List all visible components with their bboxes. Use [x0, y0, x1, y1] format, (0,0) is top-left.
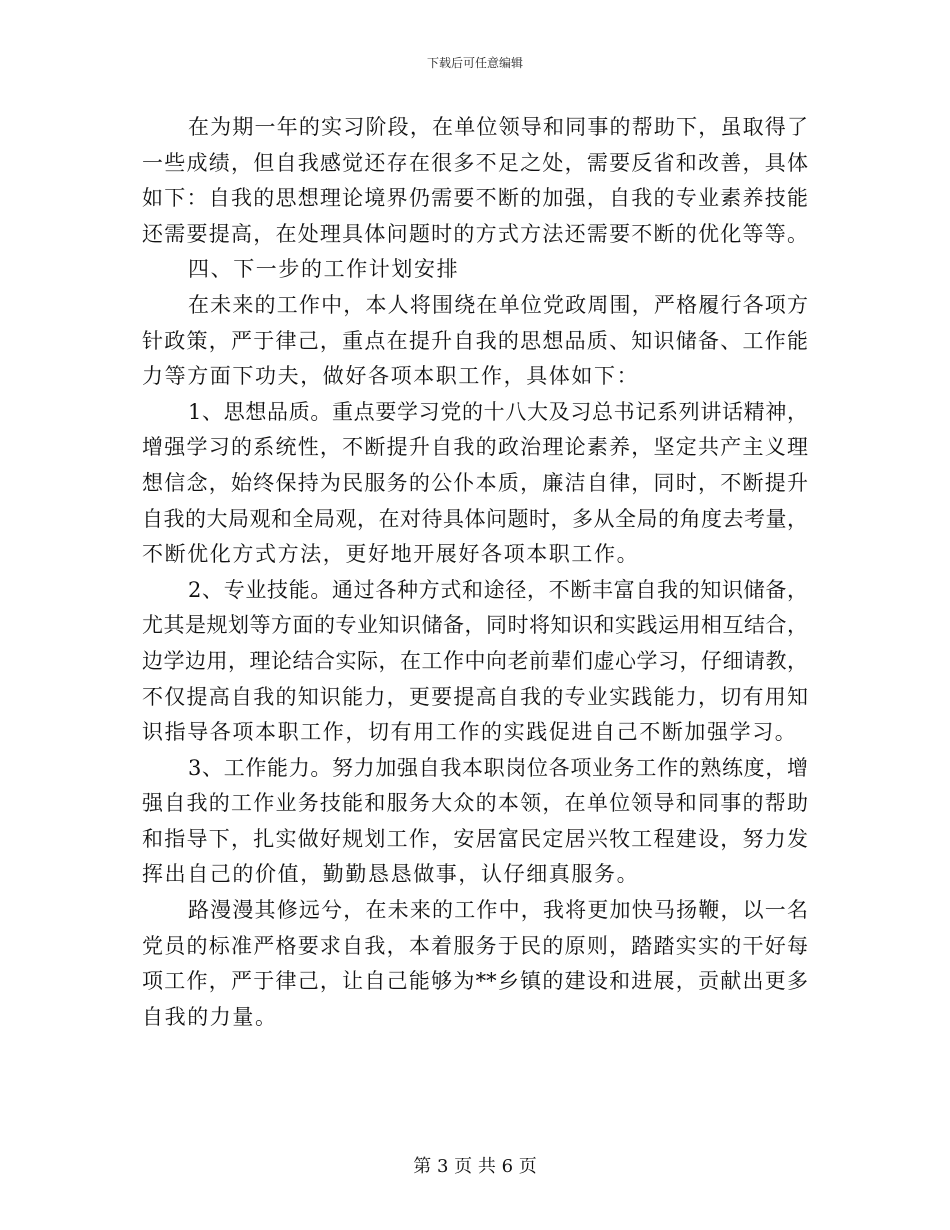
paragraph-line: 针政策，严于律己，重点在提升自我的思想品质、知识储备、工作能 — [142, 328, 808, 353]
page-number: 第 3 页 共 6 页 — [413, 1156, 537, 1177]
paragraph-line: 自我的大局观和全局观，在对待具体问题时，多从全局的角度去考量， — [142, 506, 808, 531]
paragraph-line: 力等方面下功夫，做好各项本职工作，具体如下： — [142, 364, 640, 389]
paragraph-line: 2、专业技能。通过各种方式和途径，不断丰富自我的知识储备， — [188, 577, 808, 602]
paragraph-line: 尤其是规划等方面的专业知识储备，同时将知识和实践运用相互结合， — [142, 613, 808, 638]
paragraph-line: 不断优化方式方法，更好地开展好各项本职工作。 — [142, 542, 640, 567]
header-note: 下载后可任意编辑 — [426, 56, 523, 70]
document-body — [142, 110, 808, 1035]
paragraph-line: 自我的力量。 — [142, 1004, 278, 1029]
paragraph-line: 一些成绩，但自我感觉还存在很多不足之处，需要反省和改善，具体 — [142, 150, 808, 175]
paragraph-line: 路漫漫其修远兮，在未来的工作中，我将更加快马扬鞭，以一名 — [188, 898, 808, 923]
paragraph-line: 项工作，严于律己，让自己能够为**乡镇的建设和进展，贡献出更多 — [142, 969, 808, 994]
section-heading: 四、下一步的工作计划安排 — [188, 257, 460, 282]
paragraph-line: 想信念，始终保持为民服务的公仆本质，廉洁自律，同时，不断提升 — [142, 470, 808, 495]
paragraph-line: 增强学习的系统性，不断提升自我的政治理论素养，坚定共产主义理 — [142, 435, 808, 460]
paragraph-line: 1、思想品质。重点要学习党的十八大及习总书记系列讲话精神， — [188, 399, 808, 424]
paragraph-line: 识指导各项本职工作，切有用工作的实践促进自己不断加强学习。 — [142, 720, 798, 745]
paragraph-line: 挥出自己的价值，勤勤恳恳做事，认仔细真服务。 — [142, 862, 640, 887]
paragraph-line: 和指导下，扎实做好规划工作，安居富民定居兴牧工程建设，努力发 — [142, 826, 808, 851]
paragraph-line: 在未来的工作中，本人将围绕在单位党政周围，严格履行各项方 — [188, 292, 808, 317]
paragraph-line: 在为期一年的实习阶段，在单位领导和同事的帮助下，虽取得了 — [188, 115, 808, 139]
paragraph-line: 强自我的工作业务技能和服务大众的本领，在单位领导和同事的帮助 — [142, 791, 808, 816]
paragraph-line: 不仅提高自我的知识能力，更要提高自我的专业实践能力，切有用知 — [142, 684, 808, 709]
paragraph-line: 边学边用，理论结合实际，在工作中向老前辈们虚心学习，仔细请教， — [142, 648, 808, 673]
paragraph-line: 还需要提高，在处理具体问题时的方式方法还需要不断的优化等等。 — [142, 221, 808, 246]
paragraph-line: 如下：自我的思想理论境界仍需要不断的加强，自我的专业素养技能 — [142, 186, 808, 211]
paragraph-line: 党员的标准严格要求自我，本着服务于民的原则，踏踏实实的干好每 — [142, 933, 808, 958]
paragraph-line: 3、工作能力。努力加强自我本职岗位各项业务工作的熟练度，增 — [188, 755, 808, 780]
